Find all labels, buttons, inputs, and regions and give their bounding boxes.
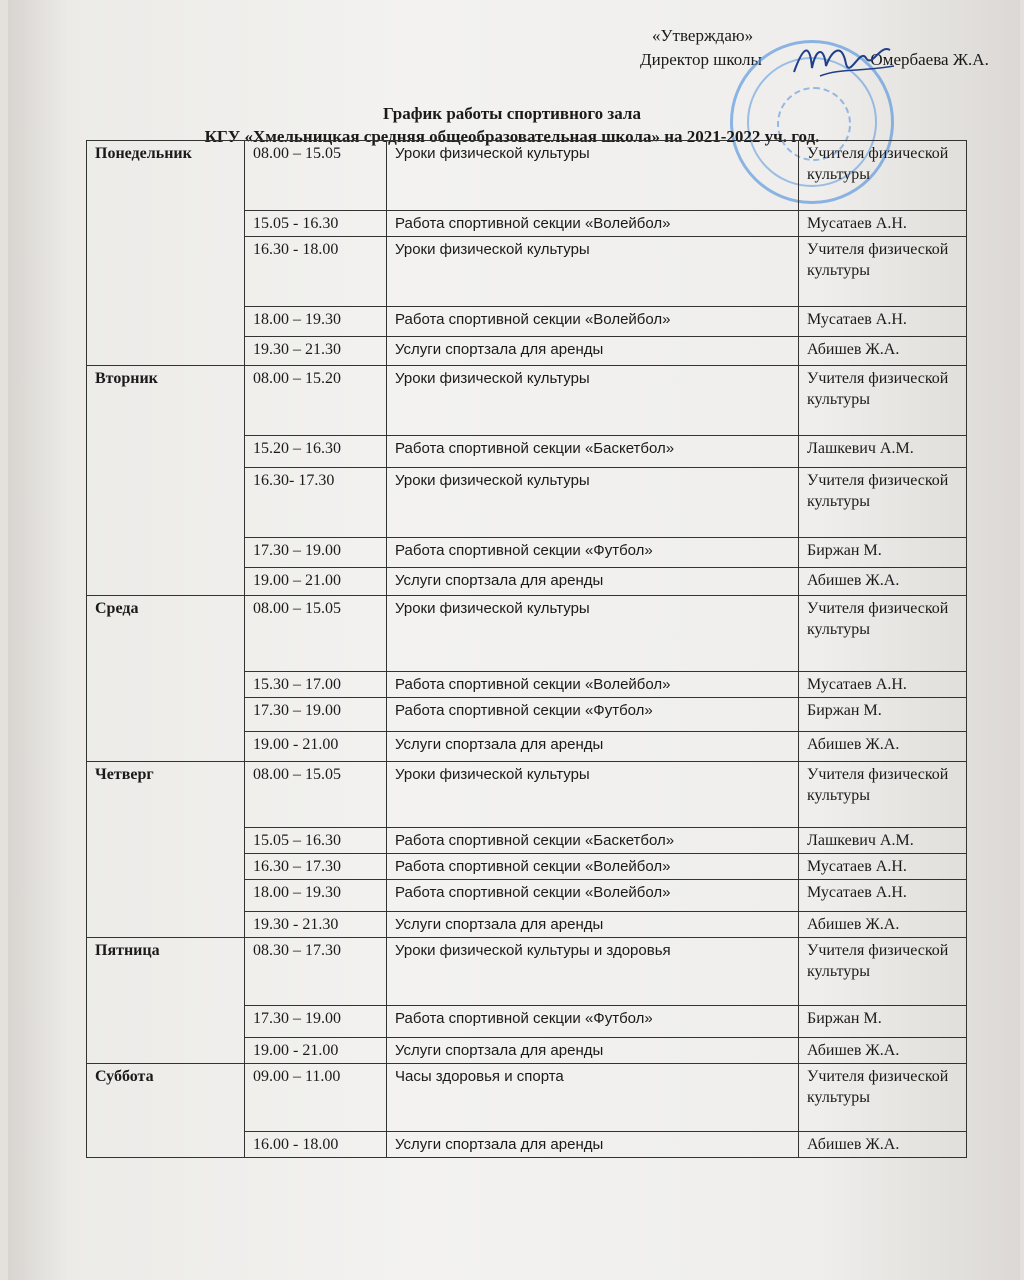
activity-cell: Работа спортивной секции «Футбол» <box>387 538 799 568</box>
responsible-cell: Учителя физической культуры <box>799 596 967 672</box>
responsible-cell: Учителя физической культуры <box>799 1064 967 1132</box>
activity-cell: Работа спортивной секции «Баскетбол» <box>387 436 799 468</box>
time-cell: 16.00 - 18.00 <box>245 1132 387 1158</box>
activity-cell: Уроки физической культуры <box>387 762 799 828</box>
responsible-cell: Мусатаев А.Н. <box>799 854 967 880</box>
time-cell: 19.30 – 21.30 <box>245 337 387 366</box>
schedule-table <box>86 140 967 1158</box>
day-cell: Суббота <box>87 1064 245 1158</box>
time-cell: 17.30 – 19.00 <box>245 538 387 568</box>
responsible-cell: Абишев Ж.А. <box>799 337 967 366</box>
activity-cell: Услуги спортзала для аренды <box>387 912 799 938</box>
responsible-cell: Биржан М. <box>799 538 967 568</box>
responsible-cell: Лашкевич А.М. <box>799 828 967 854</box>
time-cell: 19.00 – 21.00 <box>245 568 387 596</box>
activity-cell: Услуги спортзала для аренды <box>387 1132 799 1158</box>
activity-cell: Работа спортивной секции «Футбол» <box>387 698 799 732</box>
responsible-cell: Лашкевич А.М. <box>799 436 967 468</box>
table-row <box>87 141 967 211</box>
activity-cell: Работа спортивной секции «Волейбол» <box>387 880 799 912</box>
activity-cell: Работа спортивной секции «Волейбол» <box>387 854 799 880</box>
time-cell: 19.00 - 21.00 <box>245 1038 387 1064</box>
time-cell: 15.05 – 16.30 <box>245 828 387 854</box>
time-cell: 16.30 – 17.30 <box>245 854 387 880</box>
time-cell: 08.00 – 15.05 <box>245 596 387 672</box>
time-cell: 16.30 - 18.00 <box>245 237 387 307</box>
day-cell: Среда <box>87 596 245 762</box>
time-cell: 09.00 – 11.00 <box>245 1064 387 1132</box>
time-cell: 16.30- 17.30 <box>245 468 387 538</box>
time-cell: 19.00 - 21.00 <box>245 732 387 762</box>
time-cell: 17.30 – 19.00 <box>245 1006 387 1038</box>
responsible-cell: Биржан М. <box>799 1006 967 1038</box>
time-cell: 18.00 – 19.30 <box>245 880 387 912</box>
activity-cell: Услуги спортзала для аренды <box>387 732 799 762</box>
responsible-cell: Мусатаев А.Н. <box>799 211 967 237</box>
director-name: Омербаева Ж.А. <box>870 50 989 69</box>
responsible-cell: Мусатаев А.Н. <box>799 672 967 698</box>
responsible-cell: Абишев Ж.А. <box>799 912 967 938</box>
time-cell: 08.00 – 15.05 <box>245 141 387 211</box>
time-cell: 19.30 - 21.30 <box>245 912 387 938</box>
table-row <box>87 938 967 1006</box>
activity-cell: Работа спортивной секции «Волейбол» <box>387 211 799 237</box>
time-cell: 15.20 – 16.30 <box>245 436 387 468</box>
day-cell: Вторник <box>87 366 245 596</box>
activity-cell: Уроки физической культуры <box>387 366 799 436</box>
activity-cell: Часы здоровья и спорта <box>387 1064 799 1132</box>
activity-cell: Услуги спортзала для аренды <box>387 337 799 366</box>
responsible-cell: Абишев Ж.А. <box>799 1132 967 1158</box>
responsible-cell: Абишев Ж.А. <box>799 568 967 596</box>
responsible-cell: Абишев Ж.А. <box>799 1038 967 1064</box>
document-title: График работы спортивного зала <box>383 104 641 123</box>
day-cell: Четверг <box>87 762 245 938</box>
responsible-cell: Учителя физической культуры <box>799 762 967 828</box>
table-row <box>87 366 967 436</box>
responsible-cell: Мусатаев А.Н. <box>799 880 967 912</box>
director-signature-icon <box>790 38 900 84</box>
time-cell: 17.30 – 19.00 <box>245 698 387 732</box>
responsible-cell: Биржан М. <box>799 698 967 732</box>
activity-cell: Уроки физической культуры и здоровья <box>387 938 799 1006</box>
time-cell: 18.00 – 19.30 <box>245 307 387 337</box>
responsible-cell: Учителя физической культуры <box>799 366 967 436</box>
activity-cell: Работа спортивной секции «Баскетбол» <box>387 828 799 854</box>
time-cell: 15.05 - 16.30 <box>245 211 387 237</box>
activity-cell: Услуги спортзала для аренды <box>387 1038 799 1064</box>
activity-cell: Услуги спортзала для аренды <box>387 568 799 596</box>
table-row <box>87 596 967 672</box>
activity-cell: Работа спортивной секции «Футбол» <box>387 1006 799 1038</box>
activity-cell: Работа спортивной секции «Волейбол» <box>387 672 799 698</box>
activity-cell: Работа спортивной секции «Волейбол» <box>387 307 799 337</box>
responsible-cell: Абишев Ж.А. <box>799 732 967 762</box>
day-cell: Понедельник <box>87 141 245 366</box>
time-cell: 15.30 – 17.00 <box>245 672 387 698</box>
time-cell: 08.00 – 15.20 <box>245 366 387 436</box>
activity-cell: Уроки физической культуры <box>387 237 799 307</box>
activity-cell: Уроки физической культуры <box>387 468 799 538</box>
activity-cell: Уроки физической культуры <box>387 596 799 672</box>
table-row <box>87 1064 967 1132</box>
responsible-cell: Учителя физической культуры <box>799 141 967 211</box>
document-subtitle: КГУ «Хмельницкая средняя общеобразовательная школа» на 2021-2022 уч. год. <box>204 127 820 146</box>
responsible-cell: Учителя физической культуры <box>799 468 967 538</box>
activity-cell: Уроки физической культуры <box>387 141 799 211</box>
table-row <box>87 762 967 828</box>
responsible-cell: Учителя физической культуры <box>799 938 967 1006</box>
time-cell: 08.00 – 15.05 <box>245 762 387 828</box>
time-cell: 08.30 – 17.30 <box>245 938 387 1006</box>
responsible-cell: Учителя физической культуры <box>799 237 967 307</box>
director-label: Директор школы <box>640 50 762 69</box>
day-cell: Пятница <box>87 938 245 1064</box>
approval-heading: «Утверждаю» <box>652 26 754 45</box>
responsible-cell: Мусатаев А.Н. <box>799 307 967 337</box>
